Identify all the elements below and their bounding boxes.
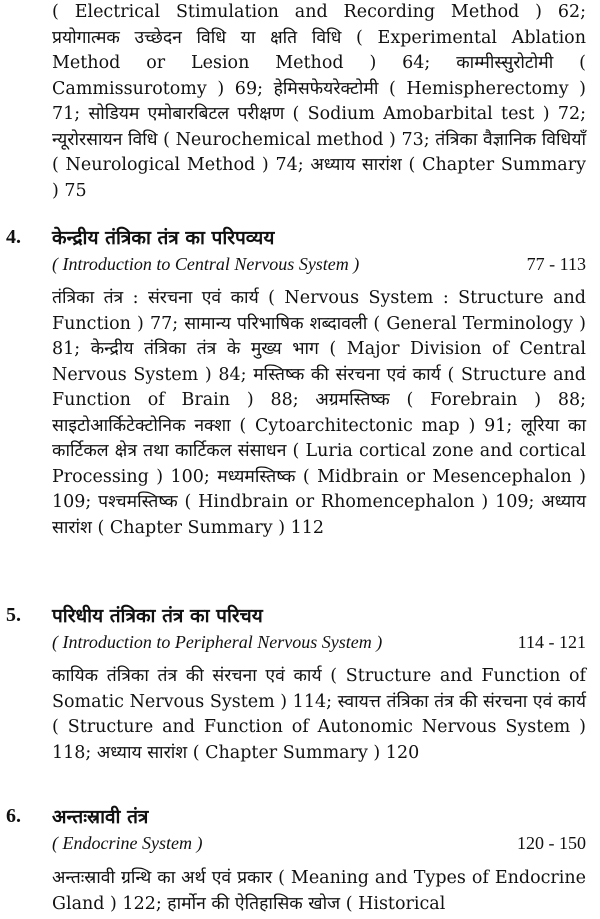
chapter-number: 4. — [6, 226, 21, 248]
chapter-number: 6. — [6, 805, 21, 827]
chapter-title-english: ( Endocrine System ) — [52, 833, 203, 853]
chapter-page-range: 114 - 121 — [517, 632, 586, 652]
intro-paragraph: ( Electrical Stimulation and Recording Method ) 62; प्रयोगात्मक उच्छेदन विधि या क्षति विधि ( Experimental Ablation Method or Lesion Method ) 64; काम्मीस्सुरोटोमी ( Cammissurotomy ) 69; हेमिसफेयरेक्टोमी ( Hemispherectomy ) 71; सोडियम एमोबारबिटल परीक्षण ( Sodium Amobarbital test ) 72; न्यूरोरसायन विधि ( Neurochemical method ) 73; तंत्रिका वैज्ञानिक विधियाँ ( Neurological Method ) 74; अध्याय सारांश ( Chapter Summary ) 75 — [52, 2, 586, 201]
chapter-title-english: ( Introduction to Central Nervous System ) — [52, 254, 360, 274]
chapter-number: 5. — [6, 604, 21, 626]
chapter-page-range: 77 - 113 — [526, 254, 586, 274]
chapter-title-hindi: केन्द्रीय तंत्रिका तंत्र का परिपव्यय — [52, 227, 275, 249]
chapter-contents: अन्तःस्रावी ग्रन्थि का अर्थ एवं प्रकार ( Meaning and Types of Endocrine Gland ) 122; हार्मोन की ऐतिहासिक खोज ( Historical — [52, 868, 586, 914]
chapter-contents: तंत्रिका तंत्र : संरचना एवं कार्य ( Nervous System : Structure and Function ) 77; सामान्य परिभाषिक शब्दावली ( General Terminology ) 81; केन्द्रीय तंत्रिका तंत्र के मुख्य भाग ( Major Division of Central Nervous System ) 84; मस्तिष्क की संरचना एवं कार्य ( Structure and Function of Brain ) 88; अग्रमस्तिष्क ( Forebrain ) 88; साइटोआर्किटेक्टोनिक नक्शा ( Cytoarchitectonic map ) 91; लूरिया का कार्टिकल क्षेत्र तथा कार्टिकल संसाधन ( Luria cortical zone and cortical Processing ) 100; मध्यमस्तिष्क ( Midbrain or Mesencephalon ) 109; पश्चमस्तिष्क ( Hindbrain or Rhomencephalon ) 109; अध्याय सारांश ( Chapter Summary ) 112 — [52, 288, 586, 538]
chapter-title-hindi: अन्तःस्रावी तंत्र — [52, 806, 149, 828]
chapter-title-hindi: परिधीय तंत्रिका तंत्र का परिचय — [52, 605, 263, 627]
chapter-title-english: ( Introduction to Peripheral Nervous System ) — [52, 632, 383, 652]
chapter-contents: कायिक तंत्रिका तंत्र की संरचना एवं कार्य ( Structure and Function of Somatic Nervous System ) 114; स्वायत्त तंत्रिका तंत्र की संरचना एवं कार्य ( Structure and Function of Autonomic Nervous System ) 118; अध्याय सारांश ( Chapter Summary ) 120 — [52, 666, 586, 763]
chapter-page-range: 120 - 150 — [517, 833, 586, 853]
